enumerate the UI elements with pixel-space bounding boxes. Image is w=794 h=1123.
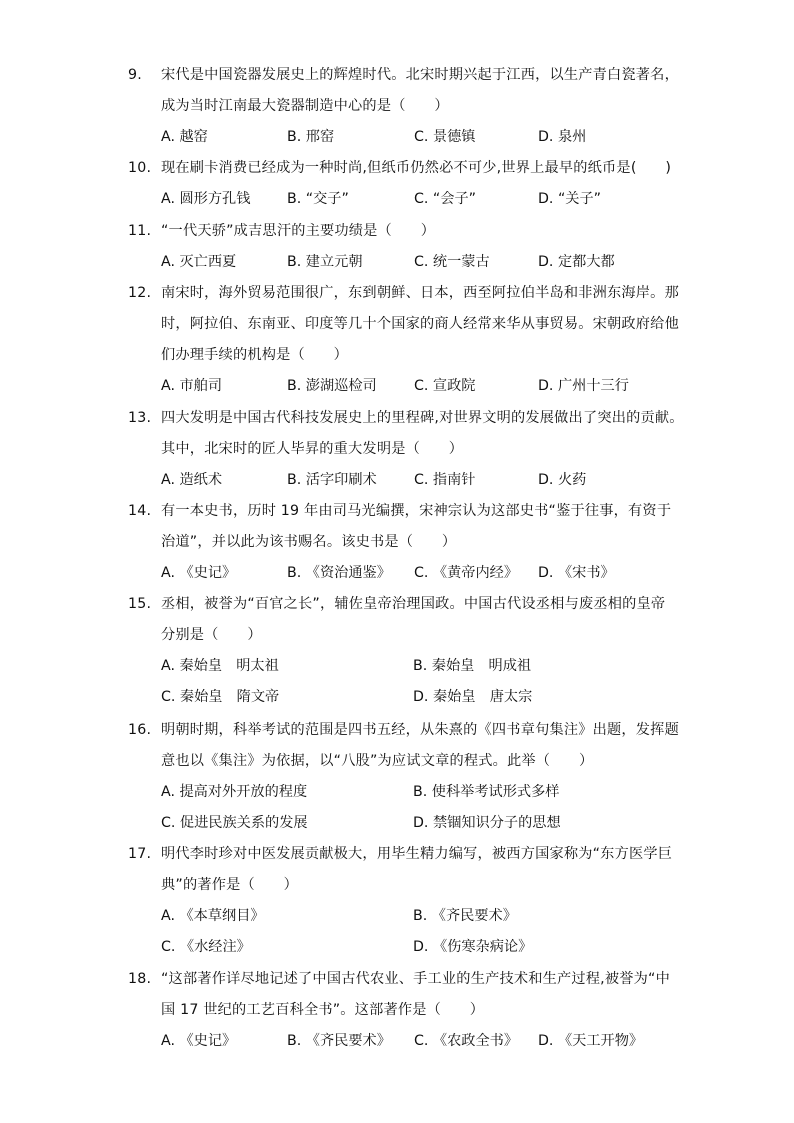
question-stem-line: 分别是（ ） xyxy=(161,627,262,643)
question-15 xyxy=(128,589,688,713)
option-c[interactable]: C. 《农政全书》 xyxy=(414,1033,519,1049)
option-c[interactable]: C. 秦始皇 隋文帝 xyxy=(161,689,280,705)
question-11 xyxy=(128,216,688,278)
question-stem-line: 现在刷卡消费已经成为一种时尚,但纸币仍然必不可少,世界上最早的纸币是( ) xyxy=(161,160,672,176)
question-stem-line: 意也以《集注》为依据，以“八股”为应试文章的程式。此举（ ） xyxy=(161,753,594,769)
option-b[interactable]: B. “交子” xyxy=(287,191,349,207)
option-c[interactable]: C. 促进民族关系的发展 xyxy=(161,815,308,831)
option-b[interactable]: B. 澎湖巡检司 xyxy=(287,378,377,394)
question-stem-line: 有一本史书，历时 19 年由司马光编撰，宋神宗认为这部史书“鉴于往事，有资于 xyxy=(161,503,672,519)
option-d[interactable]: D. 《宋书》 xyxy=(538,565,615,581)
options-row xyxy=(128,901,688,932)
option-a[interactable]: A. 市舶司 xyxy=(161,378,223,394)
question-number: 13. xyxy=(128,410,152,426)
options-row xyxy=(128,558,688,589)
option-a[interactable]: A. 越窑 xyxy=(161,129,208,145)
question-13 xyxy=(128,403,688,496)
question-number: 10. xyxy=(128,160,152,176)
question-number: 14. xyxy=(128,503,152,519)
option-c[interactable]: C. 《黄帝内经》 xyxy=(414,565,519,581)
option-d[interactable]: D. 泉州 xyxy=(538,129,587,145)
option-b[interactable]: B. 《齐民要术》 xyxy=(413,908,517,924)
option-b[interactable]: B. 使科举考试形式多样 xyxy=(413,784,560,800)
question-stem-line: 典”的著作是（ ） xyxy=(161,877,299,893)
question-number: 11. xyxy=(128,223,152,239)
question-stem-line: “这部著作详尽地记述了中国古代农业、手工业的生产技术和生产过程,被誉为“中 xyxy=(161,971,670,987)
option-d[interactable]: D. 《伤寒杂病论》 xyxy=(413,939,533,955)
question-stem-line: 宋代是中国瓷器发展史上的辉煌时代。北宋时期兴起于江西，以生产青白瓷著名， xyxy=(161,67,679,83)
option-d[interactable]: D. 广州十三行 xyxy=(538,378,629,394)
question-stem-line: 们办理手续的机构是（ ） xyxy=(161,347,349,363)
question-stem-line: 治道”，并以此为该书赐名。该史书是（ ） xyxy=(161,534,457,550)
options-row xyxy=(128,777,688,808)
question-stem-line: 明朝时期，科举考试的范围是四书五经，从朱熹的《四书章句集注》出题，发挥题 xyxy=(161,722,679,738)
question-number: 18. xyxy=(128,971,152,987)
option-b[interactable]: B. 邢窑 xyxy=(287,129,335,145)
option-a[interactable]: A. 圆形方孔钱 xyxy=(161,191,251,207)
question-9 xyxy=(128,60,688,153)
options-row xyxy=(128,682,688,713)
option-b[interactable]: B. 活字印刷术 xyxy=(287,472,377,488)
option-c[interactable]: C. 景德镇 xyxy=(414,129,476,145)
option-c[interactable]: C. 《水经注》 xyxy=(161,939,251,955)
question-12 xyxy=(128,278,688,402)
question-18 xyxy=(128,964,688,1057)
option-c[interactable]: C. 宣政院 xyxy=(414,378,476,394)
option-c[interactable]: C. 统一蒙古 xyxy=(414,254,490,270)
option-a[interactable]: A. 秦始皇 明太祖 xyxy=(161,658,279,674)
option-a[interactable]: A. 灭亡西夏 xyxy=(161,254,237,270)
option-d[interactable]: D. 定都大都 xyxy=(538,254,615,270)
question-number: 15. xyxy=(128,596,152,612)
option-a[interactable]: A. 提高对外开放的程度 xyxy=(161,784,308,800)
option-c[interactable]: C. 指南针 xyxy=(414,472,476,488)
question-stem-line: 明代李时珍对中医发展贡献极大，用毕生精力编写，被西方国家称为“东方医学巨 xyxy=(161,846,673,862)
question-stem-line: 国 17 世纪的工艺百科全书”。这部著作是（ ） xyxy=(161,1002,485,1018)
question-17 xyxy=(128,839,688,963)
question-16 xyxy=(128,715,688,839)
question-stem-line: 成为当时江南最大瓷器制造中心的是（ ） xyxy=(161,98,449,114)
options-row xyxy=(128,371,688,402)
option-a[interactable]: A. 《本草纲目》 xyxy=(161,908,265,924)
option-a[interactable]: A. 《史记》 xyxy=(161,1033,237,1049)
option-a[interactable]: A. 造纸术 xyxy=(161,472,223,488)
options-row xyxy=(128,122,688,153)
options-row xyxy=(128,808,688,839)
question-number: 17. xyxy=(128,846,152,862)
options-row xyxy=(128,465,688,496)
question-stem-line: 时，阿拉伯、东南亚、印度等几十个国家的商人经常来华从事贸易。宋朝政府给他 xyxy=(161,316,679,332)
options-row xyxy=(128,932,688,963)
option-d[interactable]: D. 火药 xyxy=(538,472,587,488)
option-d[interactable]: D. 秦始皇 唐太宗 xyxy=(413,689,533,705)
option-a[interactable]: A. 《史记》 xyxy=(161,565,237,581)
question-10 xyxy=(128,153,688,215)
question-stem-line: 南宋时，海外贸易范围很广，东到朝鲜、日本，西至阿拉伯半岛和非洲东海岸。那 xyxy=(161,285,679,301)
options-row xyxy=(128,247,688,278)
option-b[interactable]: B. 《资治通鉴》 xyxy=(287,565,391,581)
question-stem-line: 其中，北宋时的匠人毕昇的重大发明是（ ） xyxy=(161,441,464,457)
question-stem-line: 丞相，被誉为“百官之长”，辅佐皇帝治理国政。中国古代设丞相与废丞相的皇帝 xyxy=(161,596,666,612)
question-14 xyxy=(128,496,688,589)
option-b[interactable]: B. 建立元朝 xyxy=(287,254,363,270)
question-number: 16. xyxy=(128,722,152,738)
option-c[interactable]: C. “会子” xyxy=(414,191,477,207)
option-b[interactable]: B. 秦始皇 明成祖 xyxy=(413,658,532,674)
question-number: 9. xyxy=(128,67,142,83)
question-stem-line: 四大发明是中国古代科技发展史上的里程碑,对世界文明的发展做出了突出的贡献。 xyxy=(161,410,684,426)
options-row xyxy=(128,1026,688,1057)
options-row xyxy=(128,184,688,215)
option-d[interactable]: D. “关子” xyxy=(538,191,602,207)
option-b[interactable]: B. 《齐民要术》 xyxy=(287,1033,391,1049)
question-stem-line: “一代天骄”成吉思汗的主要功绩是（ ） xyxy=(161,223,436,239)
option-d[interactable]: D. 《天工开物》 xyxy=(538,1033,644,1049)
options-row xyxy=(128,651,688,682)
question-number: 12. xyxy=(128,285,152,301)
option-d[interactable]: D. 禁锢知识分子的思想 xyxy=(413,815,561,831)
